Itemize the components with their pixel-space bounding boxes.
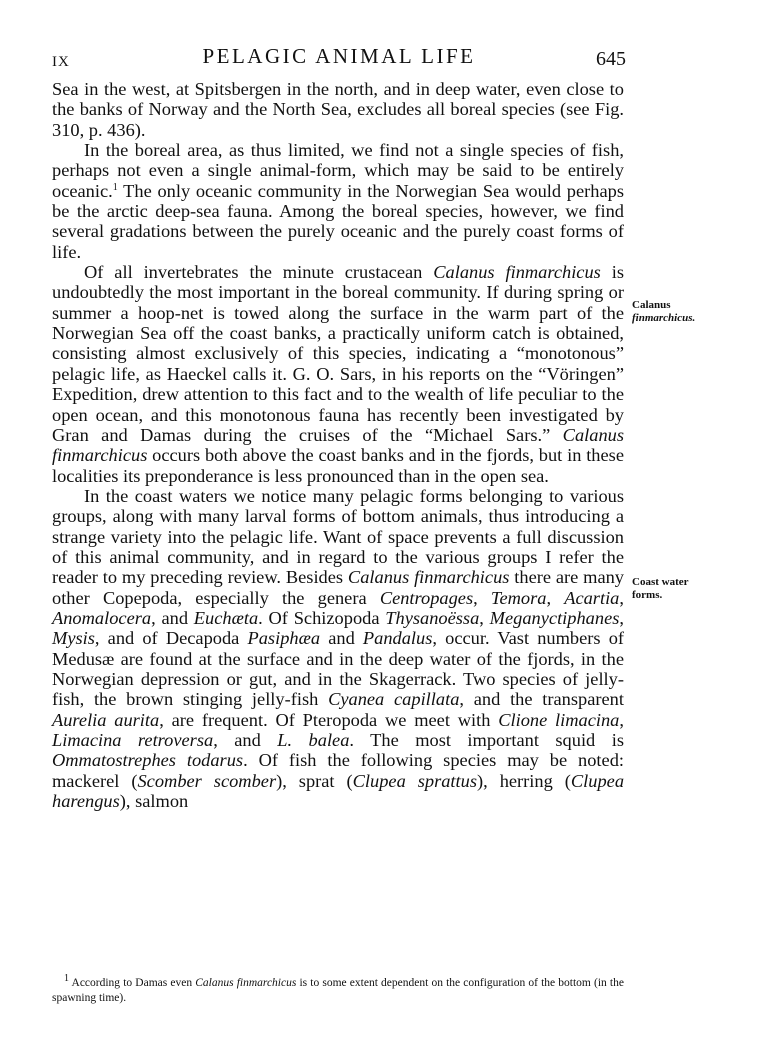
species-name: Calanus finmarchicus (347, 567, 510, 588)
species-name: Calanus finmarchicus (433, 262, 601, 283)
species-name: Scomber scomber (137, 770, 277, 791)
paragraph-4: In the coast waters we notice many pelagic forms belonging to various groups, along with many larval forms of bottom animals, thus introducing a strange variety into the pelagic life. Want of space prevents a full discussion of this animal community, and in regard to the various groups I refer the reader to my preceding review. Besides Calanus finmarchicus there are many other Copepoda, especially the genera Centropages, Temora, Acartia, Anomalocera, and Euchæta. Of Schizopoda Thysanoëssa, Meganyctiphanes, Mysis, and of Decapoda Pasiphæa and Pandalus, occur. Vast numbers of Medusæ are found at the surface and in the deep water of the fjords, in the Norwegian depression or gut, and in the Skagerrack. Two species of jelly-fish, the brown stinging jelly-fish Cyanea capillata, and the transparent Aurelia aurita, are frequent. Of Pteropoda we meet with Clione limacina, Limacina retroversa, and L. balea. The most important squid is Ommatostrephes todarus. Of fish the following species may be noted: mackerel (Scomber scomber), sprat (Clupea sprattus), herring (Clupea harengus), salmon (52, 485, 625, 812)
species-name: Aurelia aurita (52, 709, 160, 730)
paragraph-2: In the boreal area, as thus limited, we find not a single species of fish, perhaps not even a single animal-form, which may be said to be entirely oceanic.$^1$ The only oceanic community in the Norwegian Sea would perhaps be the arctic deep-sea fauna. Among the boreal species, however, we find several gradations between the purely oceanic and the purely coast forms of life. (52, 140, 624, 262)
genus-name: Centropages (379, 587, 474, 608)
margin-note-calanus: Calanus finmarchicus. (632, 299, 696, 324)
species-name: Clupea sprattus (352, 770, 478, 791)
running-title: PELAGIC ANIMAL LIFE (202, 44, 476, 68)
genus-name: Euchæta (193, 607, 259, 628)
footnote-reference: 1 (112, 181, 118, 193)
chapter-number: IX (52, 54, 70, 70)
body-text (52, 79, 624, 811)
paragraph-3: Of all invertebrates the minute crustacean Calanus finmarchicus is undoubtedly the most important in the boreal community. If during spring or summer a hoop-net is towed along the surface in the warm part of the Norwegian Sea off the coast banks, a practically uniform catch is obtained, consisting almost exclusively of this species, indicating a “monotonous” pelagic life, as Haeckel calls it. G. O. Sars, in his reports on the “Vöringen” Expedition, drew attention to this fact and to the wealth of life peculiar to the open ocean, and this monotonous fauna has recently been investigated by Gran and Damas during the cruises of the “Michael Sars.” Calanus finmarchicus occurs both above the coast banks and in the fjords, but in these localities its preponderance is less pronounced than in the open sea. (52, 262, 624, 486)
genus-name: Thysanoëssa (385, 607, 480, 628)
genus-name: Pandalus (362, 628, 433, 649)
genus-name: Mysis (52, 628, 95, 649)
margin-note-coast-water: Coast water forms. (632, 576, 689, 601)
genus-name: Anomalocera (52, 607, 152, 628)
genus-name: Temora (490, 587, 547, 608)
species-name: Cyanea capillata (328, 689, 460, 710)
genus-name: Pasiphæa (247, 628, 321, 649)
species-name: L. balea (277, 730, 350, 750)
species-name: Ommatostrephes todarus (52, 750, 244, 771)
page-header (52, 44, 626, 74)
species-name: Clione limacina (498, 709, 620, 730)
page-number: 645 (596, 48, 626, 70)
genus-name: Meganyctiphanes (489, 607, 620, 628)
footnote-mark: 1 (64, 973, 69, 985)
paragraph-1: Sea in the west, at Spitsbergen in the north, and in deep water, even close to the banks of Norway and the North Sea, excludes all boreal species (see Fig. 310, p. 436). (52, 79, 624, 140)
species-name: Clupea harengus (52, 770, 625, 812)
species-name: Calanus finmarchicus (52, 424, 624, 466)
genus-name: Acartia (564, 587, 620, 608)
species-name: Limacina retroversa (52, 730, 214, 750)
footnotes (52, 973, 624, 1006)
footnote-1: $^1$ According to Damas even Calanus finmarchicus is to some extent dependent on the configuration of the bottom (in the spawning time). (52, 973, 624, 1004)
